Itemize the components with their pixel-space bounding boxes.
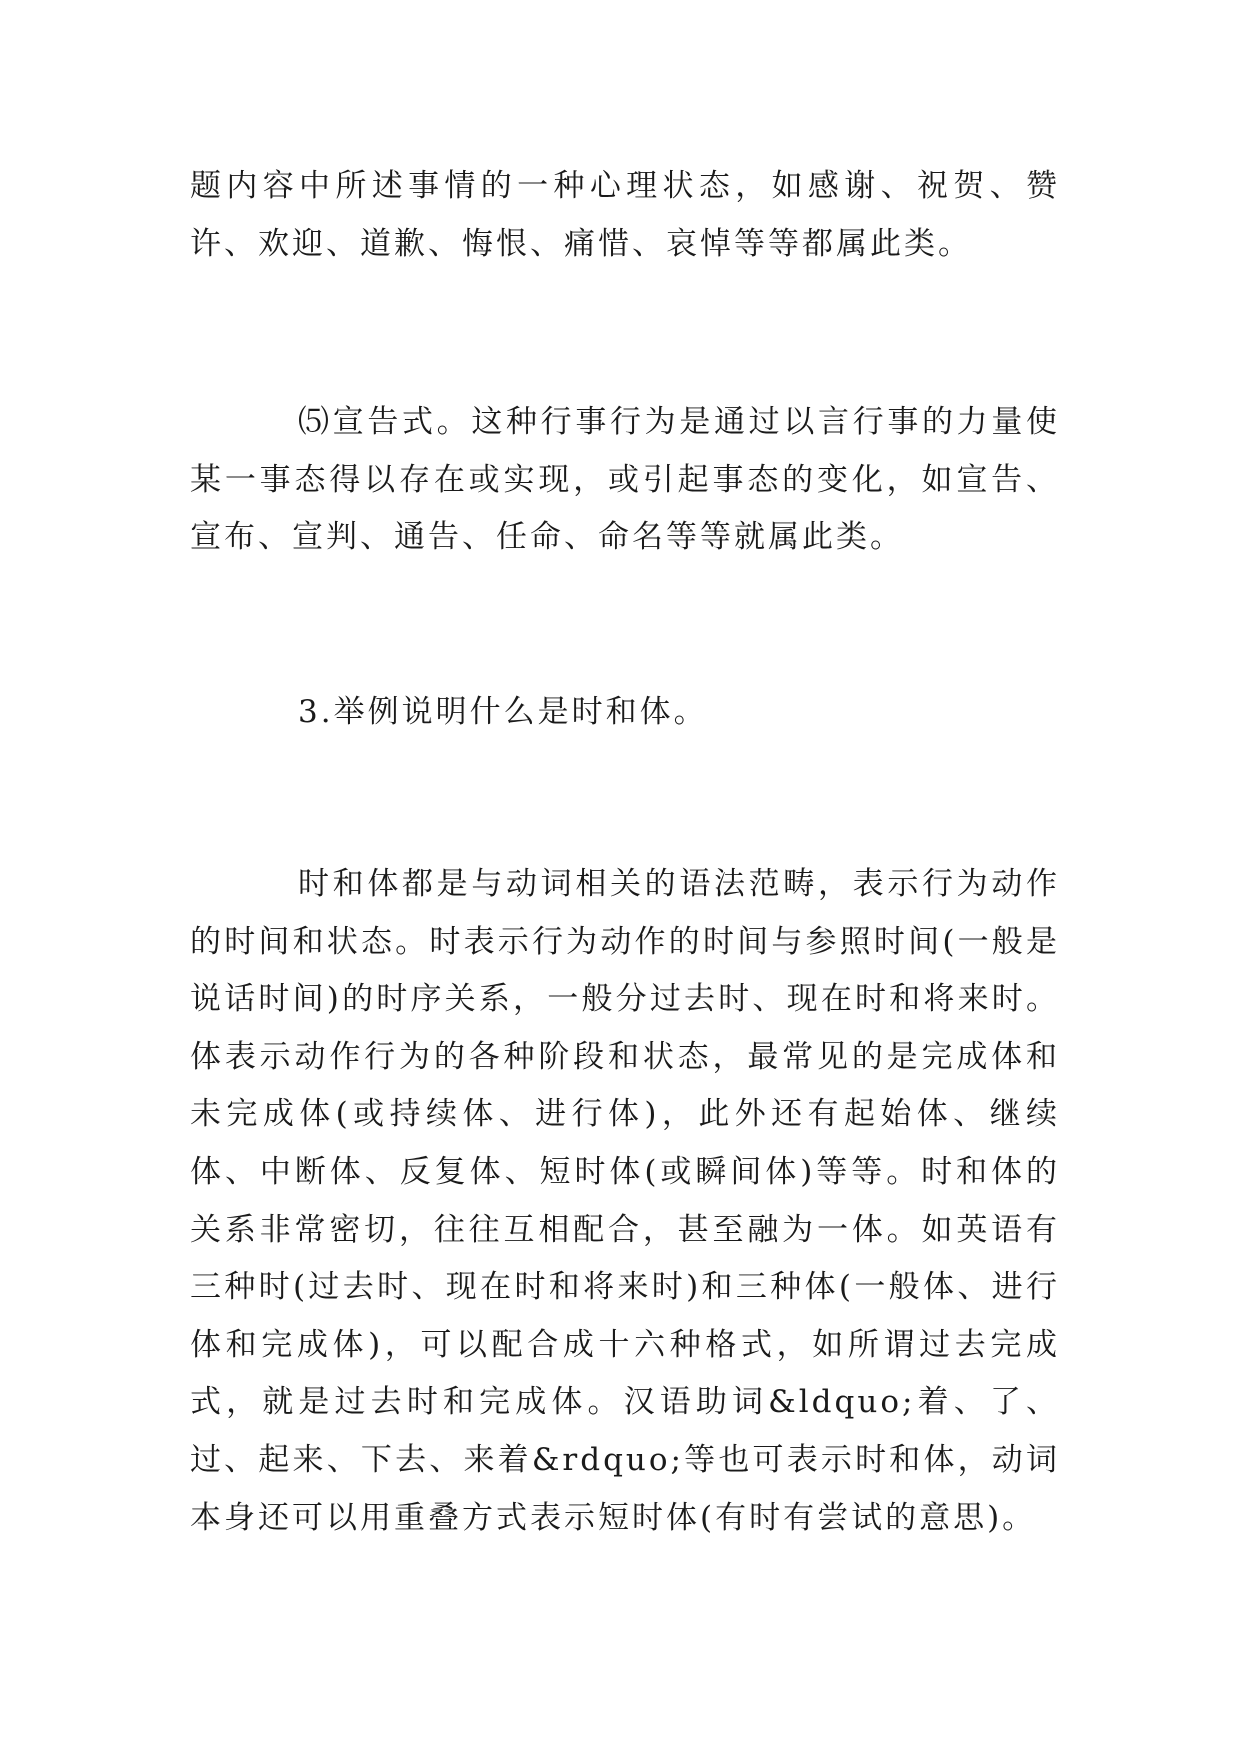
paragraph-declarative: ⑸宣告式。这种行事行为是通过以言行事的力量使某一事态得以存在或实现，或引起事态的变化，如宣告、宣布、宣判、通告、任命、命名等等就属此类。 (190, 404, 1060, 556)
paragraph-tense-aspect: 时和体都是与动词相关的语法范畴，表示行为动作的时间和状态。时表示行为动作的时间与参照时间(一般是说话时间)的时序关系，一般分过去时、现在时和将来时。体表示动作行为的各种阶段和状态，最常见的是完成体和未完成体(或持续体、进行体)，此外还有起始体、继续体、中断体、反复体、短时体(或瞬间体)等等。时和体的关系非常密切，往往互相配合，甚至融为一体。如英语有三种时(过去时、现在时和将来时)和三种体(一般体、进行体和完成体)，可以配合成十六种格式，如所谓过去完成式，就是过去时和完成体。汉语助词&ldquo;着、了、过、起来、下去、来着&rdquo;等也可表示时和体，动词本身还可以用重叠方式表示短时体(有时有尝试的意思)。 (190, 866, 1060, 1536)
paragraph-expressive-continued: 题内容中所述事情的一种心理状态，如感谢、祝贺、赞许、欢迎、道歉、悔恨、痛惜、哀悼等等都属此类。 (190, 168, 1060, 262)
question-heading: 3.举例说明什么是时和体。 (298, 694, 708, 730)
